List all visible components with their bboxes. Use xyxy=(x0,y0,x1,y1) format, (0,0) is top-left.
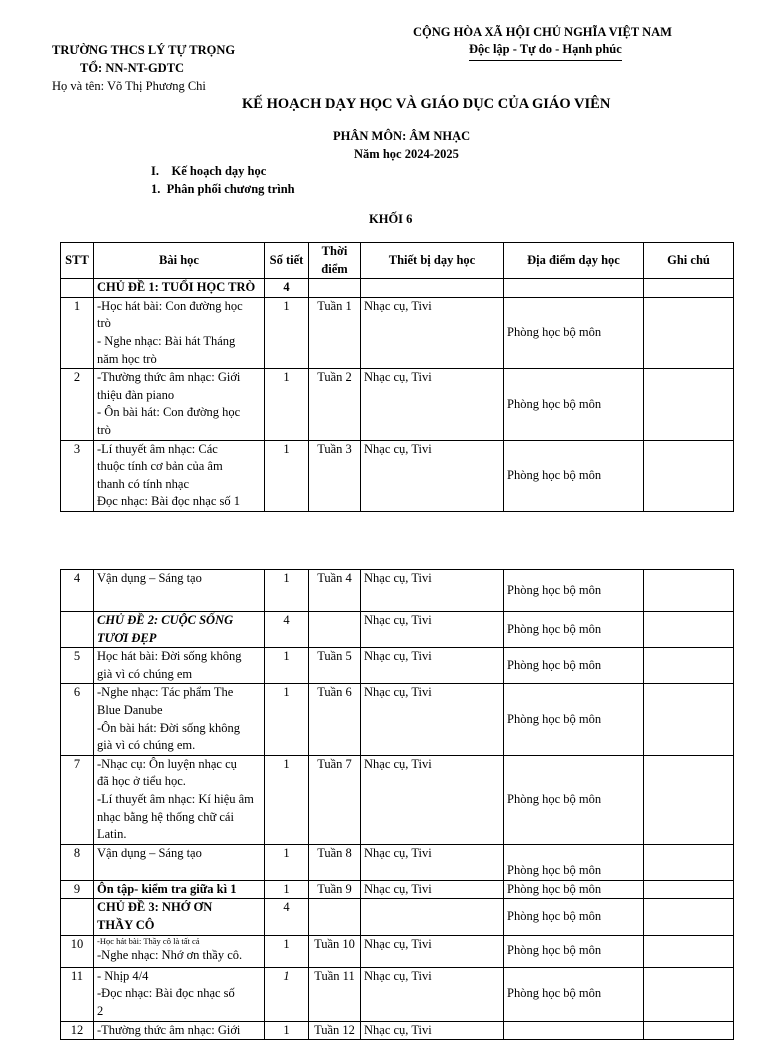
section-heading: I. Kế hoạch dạy học xyxy=(151,164,267,178)
topic-row xyxy=(61,279,734,298)
header-place: Địa điểm dạy học xyxy=(504,243,644,279)
table-row: 4 Vận dụng – Sáng tạo 1 Tuần 4 Nhạc cụ, Tivi Phòng học bộ môn xyxy=(61,570,734,612)
table-row: 12 -Thường thức âm nhạc: Giới 1 Tuần 12 Nhạc cụ, Tivi xyxy=(61,1021,734,1040)
school-year: Năm học 2024-2025 xyxy=(354,147,459,161)
curriculum-table-part-1 xyxy=(60,242,734,512)
header-stt: STT xyxy=(61,243,94,279)
department-name: TỔ: NN-NT-GDTC xyxy=(80,61,185,75)
lesson-cell: -Lí thuyết âm nhạc: Các thuộc tính cơ bản của âm thanh có tính nhạc Đọc nhạc: Bài đọc nhạc số 1 xyxy=(94,440,265,511)
republic-heading: CỘNG HÒA XÃ HỘI CHỦ NGHĨA VIỆT NAM xyxy=(413,25,672,39)
header-note: Ghi chú xyxy=(644,243,734,279)
subsection-heading: 1. Phân phối chương trình xyxy=(151,182,295,196)
table-row: 8 Vận dụng – Sáng tạo 1 Tuần 8 Nhạc cụ, Tivi Phòng học bộ môn xyxy=(61,844,734,880)
table-header-row xyxy=(61,243,734,279)
table-row: 5 Học hát bài: Đời sống không già vì có chúng em 1 Tuần 5 Nhạc cụ, Tivi Phòng học bộ môn xyxy=(61,648,734,684)
header-equipment: Thiết bị dạy học xyxy=(361,243,504,279)
topic-periods: 4 xyxy=(265,279,309,298)
teacher-name: Họ và tên: Võ Thị Phương Chi xyxy=(52,79,206,93)
table-row: 10 -Học hát bài: Thầy cô là tất cả -Nghe nhạc: Nhớ ơn thầy cô. 1 Tuần 10 Nhạc cụ, Tivi Phòng học bộ môn xyxy=(61,935,734,967)
topic-title: CHỦ ĐỀ 2: CUỘC SỐNG TƯƠI ĐẸP xyxy=(94,612,265,648)
curriculum-table-part-2 xyxy=(60,569,734,1040)
header-time: Thời điểm xyxy=(309,243,361,279)
lesson-cell: -Học hát bài: Con đường học trò - Nghe nhạc: Bài hát Tháng năm học trò xyxy=(94,297,265,368)
table-row: 2 -Thường thức âm nhạc: Giới thiệu đàn piano - Ôn bài hát: Con đường học trò 1 Tuần 2 Nhạc cụ, Tivi Phòng học bộ môn xyxy=(61,369,734,440)
table-row: 3 -Lí thuyết âm nhạc: Các thuộc tính cơ bản của âm thanh có tính nhạc Đọc nhạc: Bài đọc nhạc số 1 1 Tuần 3 Nhạc cụ, Tivi Phòng học bộ môn xyxy=(61,440,734,511)
topic-row: CHỦ ĐỀ 3: NHỚ ƠN THẦY CÔ 4 Phòng học bộ môn xyxy=(61,899,734,935)
table-row: 9 Ôn tập- kiểm tra giữa kì 1 1 Tuần 9 Nhạc cụ, Tivi Phòng học bộ môn xyxy=(61,880,734,899)
table-row: 11 - Nhịp 4/4 -Đọc nhạc: Bài đọc nhạc số 2 1 Tuần 11 Nhạc cụ, Tivi Phòng học bộ môn xyxy=(61,967,734,1021)
topic-title: CHỦ ĐỀ 1: TUỔI HỌC TRÒ xyxy=(94,279,265,298)
school-name: TRƯỜNG THCS LÝ TỰ TRỌNG xyxy=(52,43,236,57)
subject-line: PHÂN MÔN: ÂM NHẠC xyxy=(333,129,471,143)
grade-heading: KHỐI 6 xyxy=(369,212,413,226)
header-lesson: Bài học xyxy=(94,243,265,279)
document-title: KẾ HOẠCH DẠY HỌC VÀ GIÁO DỤC CỦA GIÁO VIÊN xyxy=(242,96,611,112)
lesson-cell: -Thường thức âm nhạc: Giới thiệu đàn piano - Ôn bài hát: Con đường học trò xyxy=(94,369,265,440)
topic-title: CHỦ ĐỀ 3: NHỚ ƠN THẦY CÔ xyxy=(94,899,265,935)
table-row: 7 -Nhạc cụ: Ôn luyện nhạc cụ đã học ở tiểu học. -Lí thuyết âm nhạc: Kí hiệu âm nhạc bằng hệ thống chữ cái Latin. 1 Tuần 7 Nhạc cụ, Tivi Phòng học bộ môn xyxy=(61,755,734,844)
table-row: 1 -Học hát bài: Con đường học trò - Nghe nhạc: Bài hát Tháng năm học trò 1 Tuần 1 Nhạc cụ, Tivi Phòng học bộ môn xyxy=(61,297,734,368)
header-periods: Số tiết xyxy=(265,243,309,279)
motto-underline xyxy=(469,60,622,61)
topic-row: CHỦ ĐỀ 2: CUỘC SỐNG TƯƠI ĐẸP 4 Nhạc cụ, Tivi Phòng học bộ môn xyxy=(61,612,734,648)
table-row: 6 -Nghe nhạc: Tác phẩm The Blue Danube -Ôn bài hát: Đời sống không già vì có chúng em. 1 Tuần 6 Nhạc cụ, Tivi Phòng học bộ môn xyxy=(61,684,734,755)
motto: Độc lập - Tự do - Hạnh phúc xyxy=(469,42,622,56)
